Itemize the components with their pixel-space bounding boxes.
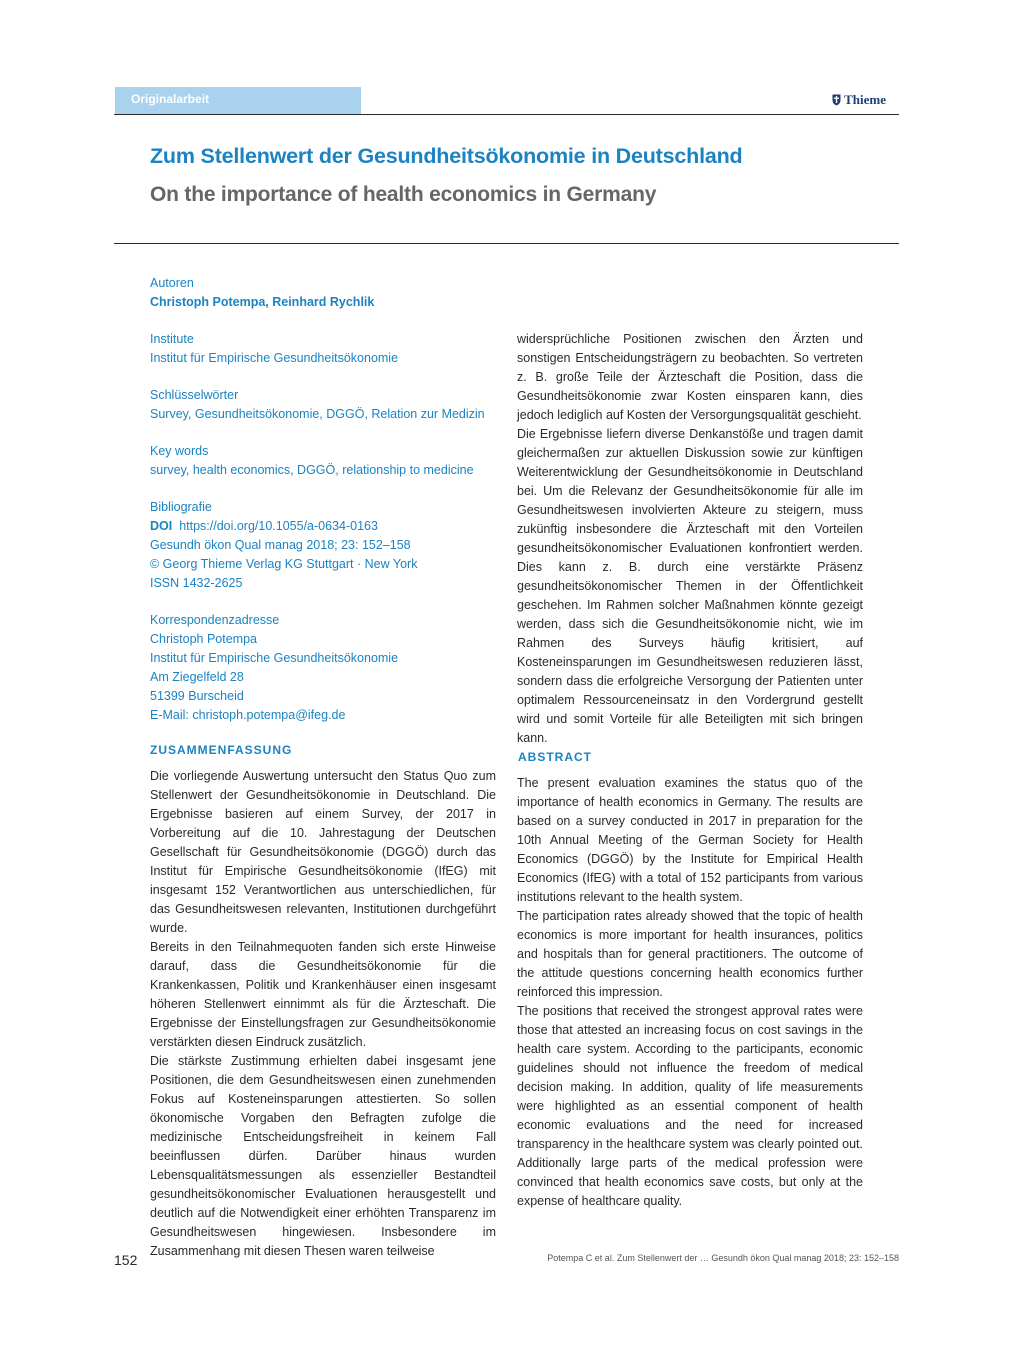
title-english: On the importance of health economics in Germany xyxy=(150,183,657,206)
issn: ISSN 1432-2625 xyxy=(150,576,243,590)
keywords-de-label: Schlüsselwörter xyxy=(150,388,239,402)
zusammenfassung-paragraph: Die stärkste Zustimmung erhielten dabei insgesamt jene Positionen, die dem Gesundheitswesen einen zunehmenden Fokus auf Kosteneinsparungen attestierten. So sollen ökonomische Vorgaben den Befragten zufolge die medizinische Entscheidungsfreiheit in keinem Fall beeinflussen dürfen. Darüber hinaus wurden Lebensqualitätsmessungen als essenzieller Bestandteil gesundheitsökonomischer Evaluationen herausgestellt und deutlich auf die Notwendigkeit einer erhöhten Transparenz im Gesundheitswesen hingewiesen. Insbesondere im Zusammenhang mit diesen Thesen waren teilweise xyxy=(150,1054,496,1258)
correspondence-name: Christoph Potempa xyxy=(150,632,258,646)
zusammenfassung-body xyxy=(150,767,496,1261)
abstract-paragraph: The participation rates already showed that the topic of health economics is more important for health insurances, politics and hospitals than for general practitioners. The outcome of the attitude questions concerning health economics further reinforced this impression. xyxy=(517,909,863,999)
publisher-logo xyxy=(832,92,886,108)
zusammenfassung-continuation xyxy=(517,330,863,748)
keywords-en: survey, health economics, DGGÖ, relationship to medicine xyxy=(150,463,474,477)
publisher-name: Thieme xyxy=(844,92,886,107)
zusammenfassung-paragraph: widersprüchliche Positionen zwischen den Ärzten und sonstigen Entscheidungsträgern zu beobachten. So vertreten z. B. große Teile der Ärzteschaft die Position, dass die Gesundheitsökonomie zwar Kosten einsparen kann, dies jedoch lediglich auf Kosten der Versorgungsqualität geschieht. xyxy=(517,332,863,422)
title-rule xyxy=(114,243,899,244)
correspondence-block xyxy=(150,611,510,725)
institutes-block xyxy=(150,330,510,368)
article-metadata xyxy=(150,274,510,743)
copyright: © Georg Thieme Verlag KG Stuttgart · New York xyxy=(150,557,418,571)
zusammenfassung-paragraph: Die Ergebnisse liefern diverse Denkanstöße und tragen damit gleichermaßen zur aktuellen Diskussion sowie zur künftigen Weiterentwicklung der Gesundheitsökonomie in Deutschland bei. Um die Relevanz der Gesundheitsökonomie für alle im Gesundheitswesen involvierten Akteure zu steigern, muss zukünftig insbesondere die Ärzteschaft mit den Vorteilen gesundheitsökonomischer Evaluationen konfrontiert werden. Dies kann z. B. durch eine verstärkte Präsenz gesundheitsökonomischer Themen in der Öffentlichkeit geschehen. Im Rahmen solcher Maßnahmen könnte gezeigt werden, dass sich die Gesundheitsökonomie nicht, wie im Rahmen des Surveys häufig kritisiert, auf Kosteneinsparungen im Gesundheitswesen reduzieren lässt, sondern dass die erfolgreiche Versorgung der Patienten unter optimalem Ressourceneinsatz in den Vordergrund gestellt wird und somit Vorteile für alle Beteiligten mit sich bringen kann. xyxy=(517,427,863,745)
keywords-de-block xyxy=(150,386,510,424)
section-tag: Originalarbeit xyxy=(115,87,361,114)
correspondence-email[interactable]: E-Mail: christoph.potempa@ifeg.de xyxy=(150,708,346,722)
citation: Gesundh ökon Qual manag 2018; 23: 152–158 xyxy=(150,538,411,552)
abstract-paragraph: The present evaluation examines the status quo of the importance of health economics in Germany. The results are based on a survey conducted in 2017 in preparation for the 10th Annual Meeting of the German Society for Health Economics (DGGÖ) by the Institute for Empirical Health Economics (IfEG) with a total of 152 participants from various institutions relevant to the health system. xyxy=(517,776,863,904)
keywords-de: Survey, Gesundheitsökonomie, DGGÖ, Relation zur Medizin xyxy=(150,407,485,421)
correspondence-city: 51399 Burscheid xyxy=(150,689,244,703)
zusammenfassung-heading: ZUSAMMENFASSUNG xyxy=(150,743,293,757)
abstract-body xyxy=(517,774,863,1211)
header-rule xyxy=(114,114,899,115)
authors: Christoph Potempa, Reinhard Rychlik xyxy=(150,295,375,309)
bibliography-label: Bibliografie xyxy=(150,500,212,514)
institutes: Institut für Empirische Gesundheitsökonomie xyxy=(150,351,399,365)
doi-label: DOI xyxy=(150,519,173,533)
authors-block xyxy=(150,274,510,312)
doi-line xyxy=(150,517,510,536)
authors-label: Autoren xyxy=(150,276,194,290)
keywords-en-block xyxy=(150,442,510,480)
title-german: Zum Stellenwert der Gesundheitsökonomie in Deutschland xyxy=(150,144,743,168)
page-number: 152 xyxy=(114,1252,138,1268)
abstract-heading: ABSTRACT xyxy=(518,750,592,764)
correspondence-institute: Institut für Empirische Gesundheitsökonomie xyxy=(150,651,399,665)
thieme-shield-icon xyxy=(832,94,841,106)
zusammenfassung-paragraph: Die vorliegende Auswertung untersucht den Status Quo zum Stellenwert der Gesundheitsökonomie in Deutschland. Die Ergebnisse basieren auf einem Survey, der 2017 in Vorbereitung auf die 10. Jahrestagung der Deutschen Gesellschaft für Gesundheitsökonomie (DGGÖ) durch das Institut für Empirische Gesundheitsökonomie (IfEG) mit insgesamt 152 Verantwortlichen aus unterschiedlichen, für das Gesundheitswesen relevanten, Institutionen durchgeführt wurde. xyxy=(150,769,496,935)
bibliography-block xyxy=(150,498,510,593)
institutes-label: Institute xyxy=(150,332,194,346)
correspondence-street: Am Ziegelfeld 28 xyxy=(150,670,244,684)
doi-link[interactable]: https://doi.org/10.1055/a-0634-0163 xyxy=(179,519,378,533)
keywords-en-label: Key words xyxy=(150,444,209,458)
correspondence-label: Korrespondenzadresse xyxy=(150,613,280,627)
zusammenfassung-paragraph: Bereits in den Teilnahmequoten fanden sich erste Hinweise darauf, dass die Gesundheitsökonomie für die Krankenkassen, Politik und Krankenhäuser einen insgesamt höheren Stellenwert einnimmt als für die Ärzteschaft. Die Ergebnisse der Einstellungsfragen zur Gesundheitsökonomie verstärkten diesen Eindruck zusätzlich. xyxy=(150,940,496,1049)
abstract-paragraph: The positions that received the strongest approval rates were those that attested an increasing focus on cost savings in the health care system. According to the participants, economic guidelines should not influence the freedom of medical decision making. In addition, quality of life measurements were highlighted as an essential component of health economic evaluations and the need for increased transparency in the healthcare system was clearly pointed out. Additionally large parts of the medical profession were convinced that health economics save costs, but only at the expense of healthcare quality. xyxy=(517,1004,863,1208)
running-footer: Potempa C et al. Zum Stellenwert der … Gesundh ökon Qual manag 2018; 23: 152–158 xyxy=(547,1253,899,1263)
